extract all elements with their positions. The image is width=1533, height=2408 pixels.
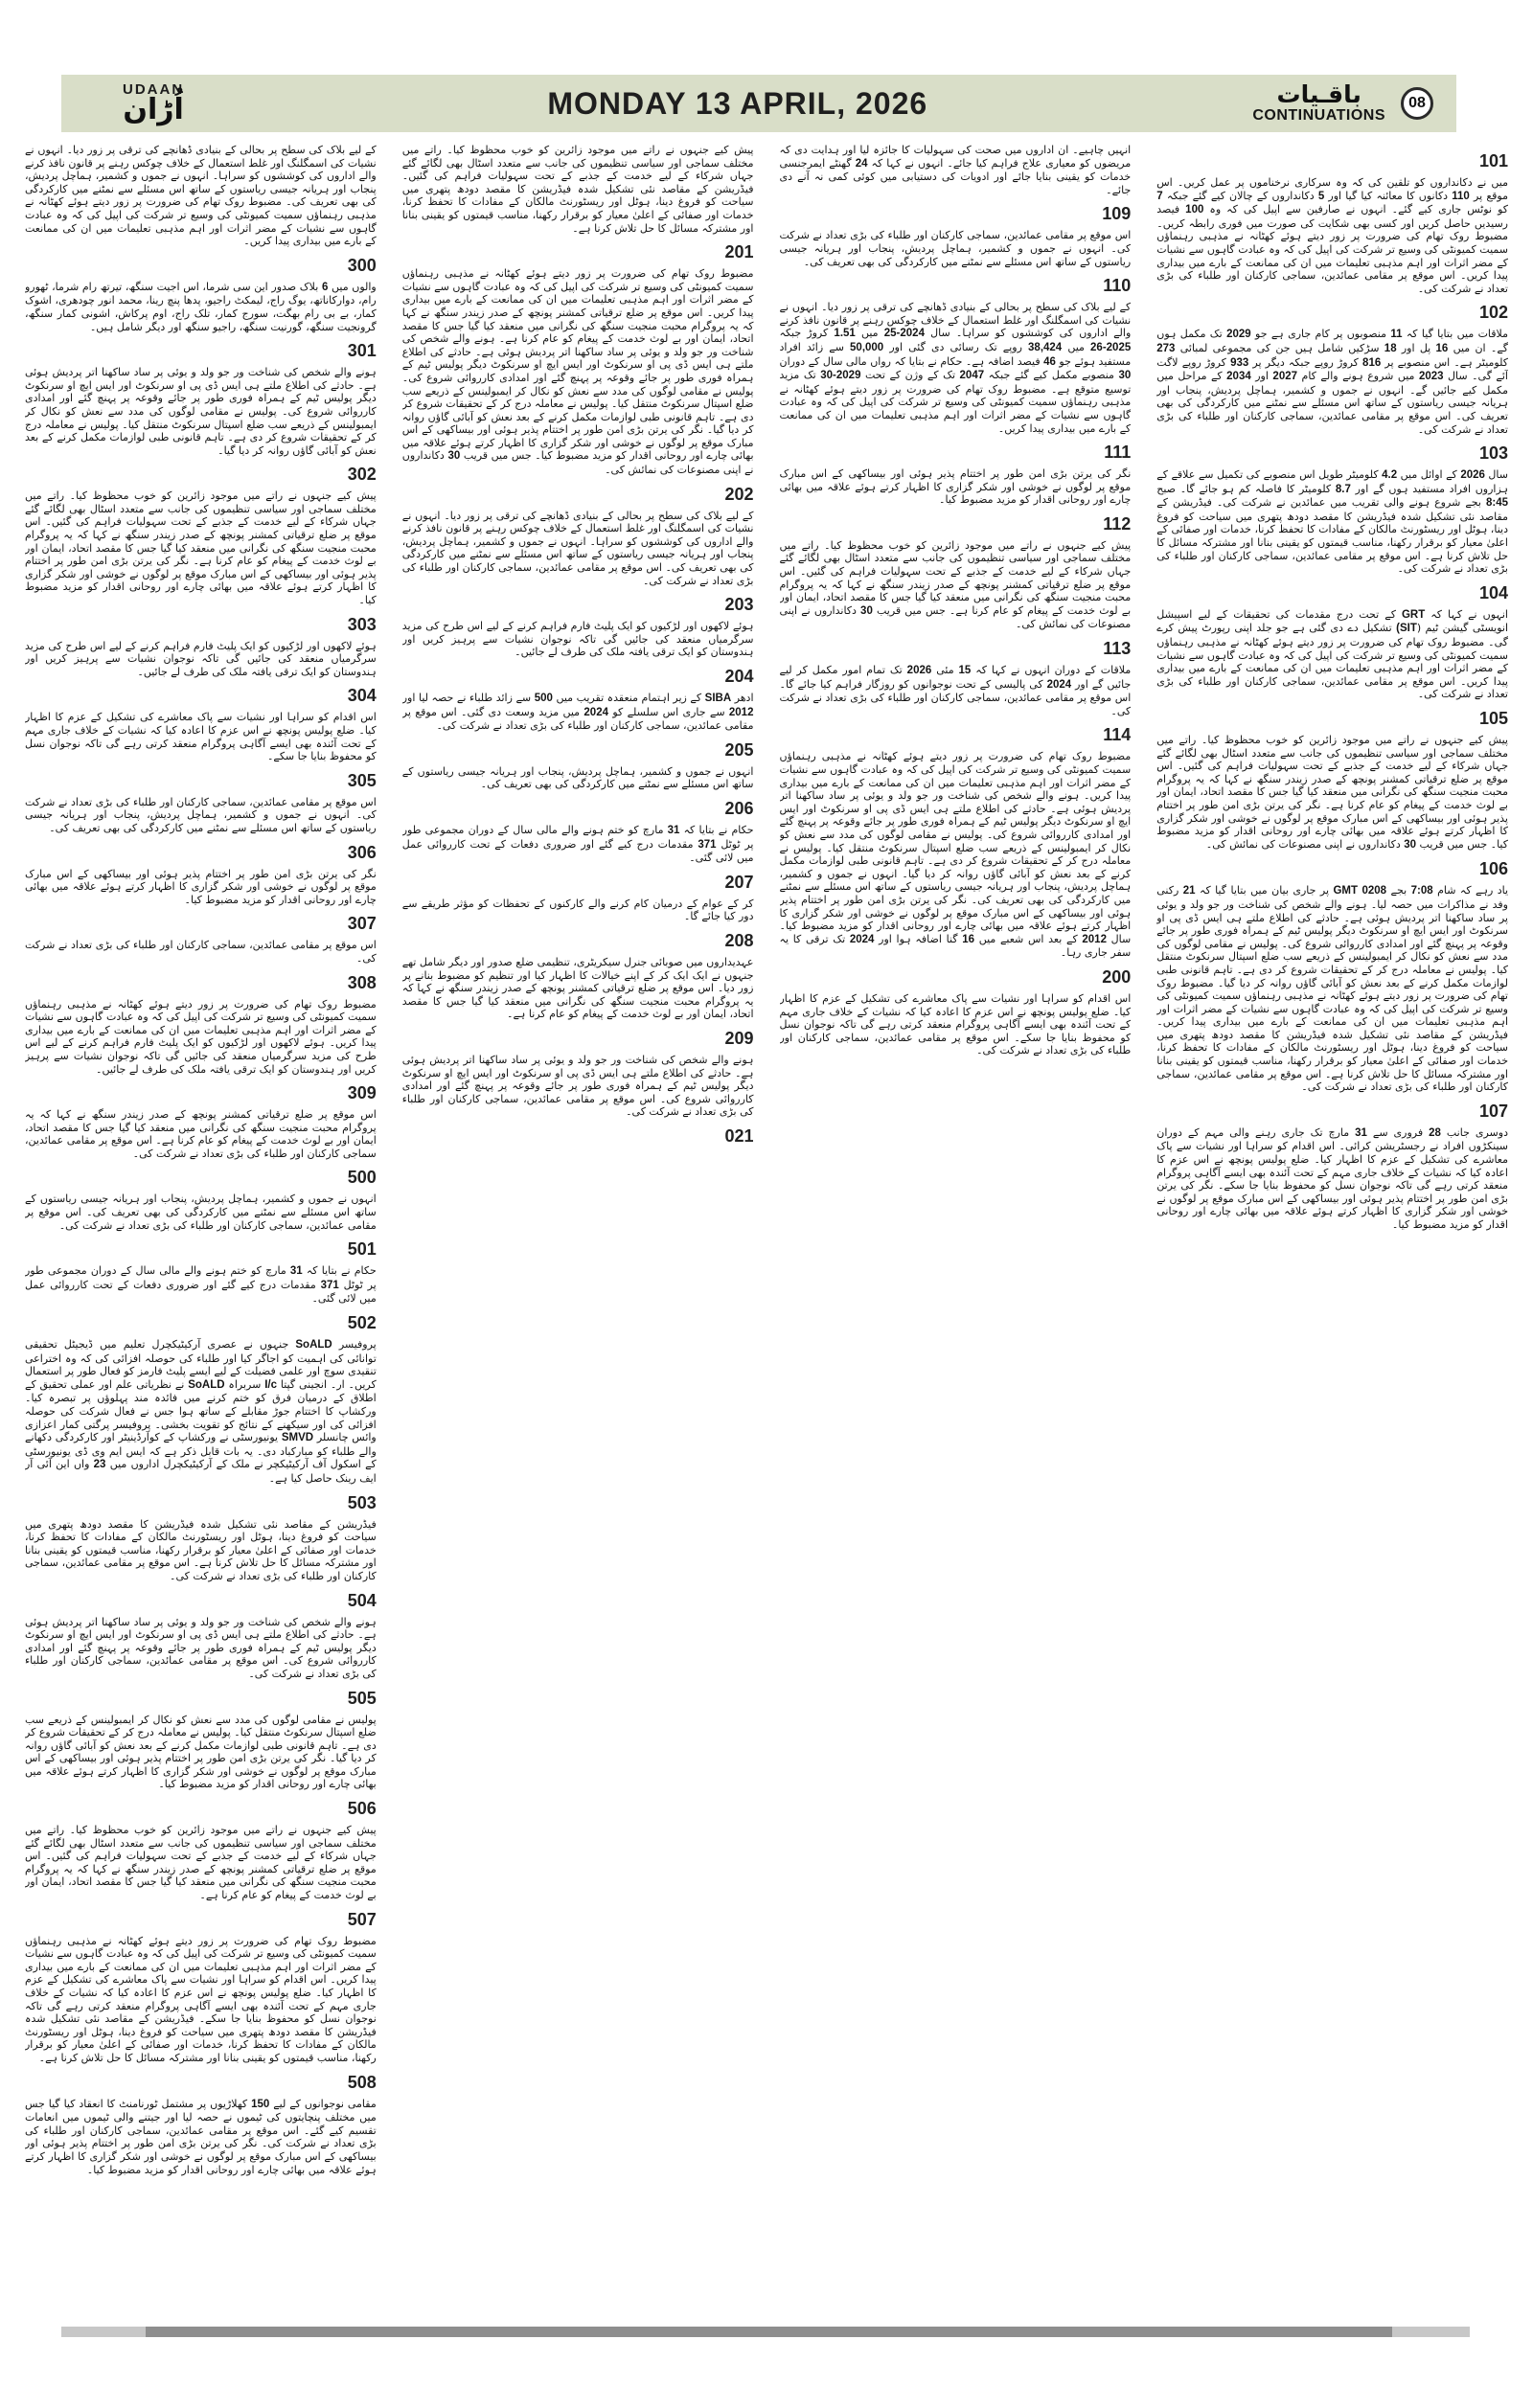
news-paragraph: کے لیے بلاک کی سطح پر بحالی کے بنیادی ڈھانچے کی ترقی پر زور دیا۔ انہوں نے نشیات کی اسمگلنگ اور غلط استعمال کے خلاف چوکس رہنے پر قانون نافذ کرنے والے اداروں کی کوششوں کو سراہا۔ انہوں نے جموں و کشمیر، ہماچل پردیش، پنجاب اور ہریانہ جیسی ریاستوں کے ساتھ اس مسئلے سے نمٹنے میں کارکردگی کی بھی تعریف کی۔ مضبوط روک تھام کی ضرورت پر زور دیتے ہوئے کھٹانہ نے مذہبی رہنماؤں سمیت کمیونٹی کی وسیع تر شرکت کی اپیل کی کہ وہ عبادت گاہوں سے نشیات کے مضر اثرات اور اہم مذہبی تعلیمات میں ان کی ممانعت کے بارے میں بیداری پیدا کریں۔	[25, 144, 377, 248]
item-number: 114	[1103, 725, 1132, 745]
news-paragraph: اس موقع پر ضلع ترقیاتی کمشنر پونچھ کے صدر زیندر سنگھ نے کہا کہ یہ پروگرام محبت منجیت سنگھ کی نگرانی میں منعقد کیا گیا جس کا مقصد اتحاد، ایمان اور بے لوث خدمت کے پیغام کو عام کرنا ہے۔ اس موقع پر مقامی عمائدین، سماجی کارکنان اور طلباء کی بڑی تعداد نے شرکت کی۔	[25, 1108, 377, 1160]
issue-date: MONDAY 13 APRIL, 2026	[547, 85, 928, 121]
news-paragraph: ہونے والے شخص کی شناخت ور جو ولد و یوئی پر ساد ساکھنا اتر پردیش ہوئی ہے۔ حادثے کی اطلاع ملتے ہی ایس ڈی پی او سرنکوٹ اور ایس ایچ او سرنکوٹ دیگر پولیس ٹیم کے ہمراہ فوری طور پر جائے وقوعہ پر پہنچ گئے اور امدادی کارروائی شروع کی۔ اس موقع پر مقامی عمائدین، سماجی کارکنان اور طلباء کی بڑی تعداد نے شرکت کی۔	[401, 1053, 754, 1119]
news-paragraph: فیڈریشن کے مقاصد نئی تشکیل شدہ فیڈریشن کا مقصد دودھ پتھری میں سیاحت کو فروغ دینا، ہوٹل اور ریسٹورنٹ مالکان کے مفادات کا تحفظ کرنا، خدمات اور صفائی کے اعلیٰ معیار کو برقرار رکھنا، مناسب قیمتوں کو یقینی بنانا اور مشترکہ مسائل کا حل تلاش کرنا ہے۔ اس موقع پر مقامی عمائدین، سماجی کارکنان اور طلباء کی بڑی تعداد نے شرکت کی۔	[25, 1517, 377, 1582]
news-paragraph: ملاقات میں بتایا گیا کہ 11 منصوبوں پر کام جاری ہے جو 2029 تک مکمل ہوں گے۔ ان میں 16 پل اور 18 سڑکیں شامل ہیں جن کی مجموعی لمبائی 273 کلومیٹر ہے۔ اس منصوبے پر 816 کروڑ روپے جبکہ دیگر پر 933 کروڑ روپے لاگت آئے گی۔ سال 2023 میں شروع ہونے والے کام 2027 اور 2034 کے مراحل میں مکمل کیے جائیں گے۔ انہوں نے جموں و کشمیر، ہماچل پردیش، پنجاب اور ہریانہ جیسی ریاستوں کے ساتھ اس مسئلے سے نمٹنے میں کارکردگی کی بھی تعریف کی۔ اس موقع پر مقامی عمائدین، سماجی کارکنان اور طلباء کی بڑی تعداد نے شرکت کی۔	[1156, 328, 1508, 436]
item-number: 204	[724, 667, 754, 686]
item-number: 207	[724, 872, 754, 892]
item-number: 202	[724, 484, 754, 504]
news-paragraph: پولیس نے مقامی لوگوں کی مدد سے نعش کو نکال کر ایمبولینس کے ذریعے سب ضلع اسپتال سرنکوٹ منتقل کیا۔ پولیس نے معاملہ درج کر کے تحقیقات شروع کر دی ہے۔ تاہم قانونی طبی لوازمات مکمل کرنے کے بعد نعش کو آبائی گاؤں روانہ کر دیا گیا۔ نگر کی یرتن بڑی امن طور پر اختتام پذیر ہوئی اور بیساکھی کے اس مبارک موقع پر لوگوں نے خوشی اور شکر گزاری کا اظہار کرتے ہوئے علاقہ میں بھائی چارے اور روحانی اقدار کو مزید مضبوط کیا۔	[25, 1713, 377, 1791]
item-number: 300	[347, 255, 377, 275]
item-number: 103	[1478, 443, 1508, 464]
news-paragraph: میں نے دکانداروں کو تلقین کی کہ وہ سرکاری نرخناموں پر عمل کریں۔ اس موقع پر 110 دکانوں کا معائنہ کیا گیا اور 5 دکانداروں کے چالان کیے گئے جبکہ 7 کو نوٹس جاری کیے گئے۔ انہوں نے صارفین سے اپیل کی کہ وہ 100 فیصد رسیدیں حاصل کریں اور کسی بھی شکایت کی صورت میں فوری رابطہ کریں۔ مضبوط روک تھام کی ضرورت پر زور دیتے ہوئے کھٹانہ نے مذہبی رہنماؤں سمیت کمیونٹی کی وسیع تر شرکت کی اپیل کی کہ وہ عبادت گاہوں سے نشیات کے مضر اثرات اور اہم مذہبی تعلیمات میں ان کی ممانعت کے بارے میں بیداری پیدا کریں۔ اس موقع پر مقامی عمائدین، سماجی کارکنان اور طلباء کی بڑی تعداد نے شرکت کی۔	[1156, 176, 1508, 295]
item-number: 505	[347, 1688, 377, 1708]
item-number: 102	[1478, 303, 1508, 323]
section-title-urdu: باقـیات	[1276, 80, 1361, 109]
item-number: 503	[347, 1492, 377, 1512]
news-paragraph: اس اقدام کو سراہا اور نشیات سے پاک معاشرے کی تشکیل کے عزم کا اظہار کیا۔ ضلع پولیس پونچھ نے اس عزم کا اعادہ کیا کہ نشیات کے خلاف جاری مہم کے تحت آئندہ بھی ایسے آگاہی پروگرام منعقد کرتی رہے گی تاکہ نوجوان نسل کو محفوظ بنایا جا سکے۔	[25, 711, 377, 763]
item-number: 205	[724, 739, 754, 760]
item-number: 209	[724, 1028, 754, 1048]
item-number: 203	[724, 595, 754, 615]
news-paragraph: کے لیے بلاک کی سطح پر بحالی کے بنیادی ڈھانچے کی ترقی پر زور دیا۔ انہوں نے نشیات کی اسمگلنگ اور غلط استعمال کے خلاف چوکس رہنے پر قانون نافذ کرنے والے اداروں کی کوششوں کو سراہا۔ سال 2024-25 میں 1.51 کروڑ جبکہ 2025-26 میں 38,424 روپے تک رسائی دی گئی اور 50,000 سے زائد افراد مستفید ہوئے جو 46 فیصد اضافہ ہے۔ حکام نے بتایا کہ رواں مالی سال کے دوران 30 منصوبے مکمل کیے گئے جبکہ 2047 تک کے وژن کے تحت 2029-30 تک مزید توسیع متوقع ہے۔ مضبوط روک تھام کی ضرورت پر زور دیتے ہوئے کھٹانہ نے مذہبی رہنماؤں سمیت کمیونٹی کی وسیع تر شرکت کی اپیل کی کہ وہ عبادت گاہوں سے نشیات کے مضر اثرات اور اہم مذہبی تعلیمات میں ان کی ممانعت کے بارے میں بیداری پیدا کریں۔	[779, 301, 1132, 435]
masthead	[61, 75, 1456, 132]
item-number: 301	[347, 341, 377, 361]
section-title-english: CONTINUATIONS	[1252, 106, 1385, 124]
news-paragraph: پیش کیے جنہوں نے راتے میں موجود زائرین کو خوب محظوظ کیا۔ راتے میں مختلف سماجی اور سیاسی تنظیموں کی جانب سے متعدد اسٹال بھی لگائے گئے جہاں شرکاء کے لیے خدمت کے جذبے کے تحت سہولیات فراہم کی گئیں۔ اس موقع پر ضلع ترقیاتی کمشنر پونچھ کے صدر زیندر سنگھ نے کہا کہ یہ پروگرام محبت منجیت سنگھ کی نگرانی میں منعقد کیا گیا جس کا مقصد اتحاد، ایمان اور بے لوث خدمت کے پیغام کو عام کرنا ہے۔ جس میں قریب 30 دکانداروں نے اپنی مصنوعات کی نمائش کی۔	[779, 538, 1132, 631]
news-paragraph: حکام نے بتایا کہ 31 مارچ کو ختم ہونے والے مالی سال کے دوران مجموعی طور پر ٹوٹل 371 مقدمات درج کیے گئے اور ضروری دفعات کے تحت کارروائی عمل میں لائی گئی۔	[25, 1264, 377, 1306]
news-paragraph: اس موقع پر مقامی عمائدین، سماجی کارکنان اور طلباء کی بڑی تعداد نے شرکت کی۔ انہوں نے جموں و کشمیر، ہماچل پردیش، پنجاب اور ہریانہ جیسی ریاستوں کے ساتھ اس مسئلے سے نمٹنے میں کارکردگی کی بھی تعریف کی۔	[25, 795, 377, 834]
item-number: 113	[1103, 639, 1132, 659]
news-column	[25, 144, 377, 2320]
news-paragraph: نگر کی یرتن بڑی امن طور پر اختتام پذیر ہوئی اور بیساکھی کے اس مبارک موقع پر لوگوں نے خوشی اور شکر گزاری کا اظہار کرتے ہوئے علاقہ میں بھائی چارے اور روحانی اقدار کو مزید مضبوط کیا۔	[25, 867, 377, 906]
news-paragraph: ادھر SIBA کے زیر اہتمام منعقدہ تقریب میں 500 سے زائد طلباء نے حصہ لیا اور 2012 سے جاری اس سلسلے کو 2024 میں مزید وسعت دی گئی۔ اس موقع پر مقامی عمائدین، سماجی کارکنان اور طلباء کی بڑی تعداد نے شرکت کی۔	[401, 692, 754, 733]
item-number: 105	[1478, 709, 1508, 728]
news-paragraph: مضبوط روک تھام کی ضرورت پر زور دیتے ہوئے کھٹانہ نے مذہبی رہنماؤں سمیت کمیونٹی کی وسیع تر شرکت کی اپیل کی کہ وہ عبادت گاہوں سے نشیات کے مضر اثرات اور اہم مذہبی تعلیمات میں ان کی ممانعت کے بارے میں بیداری پیدا کریں۔ ہونے والے شخص کی شناخت ور جو ولد و یوئی پر ساد ساکھنا اتر پردیش ہوئی ہے۔ حادثے کی اطلاع ملتے ہی ایس ڈی پی او سرنکوٹ اور ایس ایچ او سرنکوٹ دیگر پولیس ٹیم کے ہمراہ فوری طور پر جائے وقوعہ پر پہنچ گئے اور امدادی کارروائی شروع کی۔ پولیس نے مقامی لوگوں کی مدد سے نعش کو نکال کر ایمبولینس کے ذریعے سب ضلع اسپتال سرنکوٹ منتقل کیا۔ پولیس نے معاملہ درج کر کے تحقیقات شروع کر دی ہے۔ تاہم قانونی طبی لوازمات مکمل کرنے کے بعد نعش کو آبائی گاؤں روانہ کر دیا گیا۔ انہوں نے جموں و کشمیر، ہماچل پردیش، پنجاب اور ہریانہ جیسی ریاستوں کے ساتھ اس مسئلے سے نمٹنے میں کارکردگی کی بھی تعریف کی۔ نگر کی یرتن بڑی امن طور پر اختتام پذیر ہوئی اور بیساکھی کے اس مبارک موقع پر لوگوں نے خوشی اور شکر گزاری کا اظہار کرتے ہوئے علاقہ میں بھائی چارے اور روحانی اقدار کو مزید مضبوط کیا۔ سال 2012 کے بعد اس شعبے میں 16 گنا اضافہ ہوا اور 2024 تک ترقی کا یہ سفر جاری رہا۔	[779, 750, 1132, 960]
news-paragraph: ملاقات کے دوران انہوں نے کہا کہ 15 مئی 2026 تک تمام امور مکمل کر لیے جائیں گے اور 2024 کی پالیسی کے تحت نوجوانوں کو روزگار فراہم کیا جائے گا۔ اس موقع پر مقامی عمائدین، سماجی کارکنان اور طلباء کی بڑی تعداد نے شرکت کی۔	[779, 664, 1132, 717]
item-number: 106	[1478, 859, 1508, 879]
news-paragraph: اس موقع پر مقامی عمائدین، سماجی کارکنان اور طلباء کی بڑی تعداد نے شرکت کی۔	[25, 939, 377, 965]
item-number: 305	[347, 770, 377, 790]
item-number: 206	[724, 798, 754, 818]
news-column	[402, 144, 754, 2320]
item-number: 502	[347, 1313, 377, 1333]
news-paragraph: انہیں چاہیے۔ ان اداروں میں صحت کی سہولیات کا جائزہ لیا اور ہدایت دی کہ مریضوں کو معیاری علاج فراہم کیا جائے۔ انہوں نے کہا کہ 24 گھنٹے ایمرجنسی خدمات کو یقینی بنایا جائے اور ادویات کی دستیابی میں کوئی کمی نہ آنے دی جائے۔	[779, 144, 1132, 196]
news-paragraph: پیش کیے جنہوں نے راتے میں موجود زائرین کو خوب محظوظ کیا۔ راتے میں مختلف سماجی اور سیاسی تنظیموں کی جانب سے متعدد اسٹال بھی لگائے گئے جہاں شرکاء کے لیے خدمت کے جذبے کے تحت سہولیات فراہم کی گئیں۔ اس موقع پر ضلع ترقیاتی کمشنر پونچھ کے صدر زیندر سنگھ نے کہا کہ یہ پروگرام محبت منجیت سنگھ کی نگرانی میں منعقد کیا گیا جس کا مقصد اتحاد، ایمان اور بے لوث خدمت کے پیغام کو عام کرنا ہے۔	[25, 1824, 377, 1902]
item-number: 508	[347, 2072, 377, 2092]
news-paragraph: پیش کیے جنہوں نے راتے میں موجود زائرین کو خوب محظوظ کیا۔ راتے میں مختلف سماجی اور سیاسی تنظیموں کی جانب سے متعدد اسٹال بھی لگائے گئے جہاں شرکاء کے لیے خدمت کے جذبے کے تحت سہولیات فراہم کی گئیں۔ اس موقع پر ضلع ترقیاتی کمشنر پونچھ کے صدر زیندر سنگھ نے کہا کہ یہ پروگرام محبت منجیت سنگھ کی نگرانی میں منعقد کیا گیا جس کا مقصد اتحاد، ایمان اور بے لوث خدمت کے پیغام کو عام کرنا ہے۔ نگر کی یرتن بڑی امن طور پر اختتام پذیر ہوئی اور بیساکھی کے اس مبارک موقع پر لوگوں نے خوشی اور شکر گزاری کا اظہار کرتے ہوئے علاقہ میں بھائی چارے اور روحانی اقدار کو مزید مضبوط کیا۔	[25, 489, 377, 607]
news-paragraph: پیش کیے جنہوں نے راتے میں موجود زائرین کو خوب محظوظ کیا۔ راتے میں مختلف سماجی اور سیاسی تنظیموں کی جانب سے متعدد اسٹال بھی لگائے گئے جہاں شرکاء کے لیے خدمت کے جذبے کے تحت سہولیات فراہم کی گئیں۔ فیڈریشن کے مقاصد نئی تشکیل شدہ فیڈریشن کا مقصد دودھ پتھری میں سیاحت کو فروغ دینا، ہوٹل اور ریسٹورنٹ مالکان کے مفادات کا تحفظ کرنا، خدمات اور صفائی کے اعلیٰ معیار کو برقرار رکھنا، مناسب قیمتوں کو یقینی بنانا اور مشترکہ مسائل کا حل تلاش کرنا ہے۔	[401, 144, 754, 235]
news-paragraph: یاد رہے کہ شام 7:08 بجے 0208 GMT پر جاری بیان میں بتایا گیا کہ 21 رکنی وفد نے مذاکرات میں حصہ لیا۔ ہونے والے شخص کی شناخت ور جو ولد و یوئی پر ساد ساکھنا اتر پردیش ہوئی ہے۔ حادثے کی اطلاع ملتے ہی ایس ڈی پی او سرنکوٹ اور ایس ایچ او سرنکوٹ دیگر پولیس ٹیم کے ہمراہ فوری طور پر جائے وقوعہ پر پہنچ گئے اور امدادی کارروائی شروع کی۔ پولیس نے مقامی لوگوں کی مدد سے نعش کو نکال کر ایمبولینس کے ذریعے سب ضلع اسپتال سرنکوٹ منتقل کیا۔ پولیس نے معاملہ درج کر کے تحقیقات شروع کر دی ہے۔ تاہم قانونی طبی لوازمات مکمل کرنے کے بعد نعش کو آبائی گاؤں روانہ کر دیا گیا۔ مضبوط روک تھام کی ضرورت پر زور دیتے ہوئے کھٹانہ نے مذہبی رہنماؤں سمیت کمیونٹی کی وسیع تر شرکت کی اپیل کی کہ وہ عبادت گاہوں سے نشیات کے مضر اثرات اور اہم مذہبی تعلیمات میں ان کی ممانعت کے بارے میں بیداری پیدا کریں۔ فیڈریشن کے مقاصد نئی تشکیل شدہ فیڈریشن کا مقصد دودھ پتھری میں سیاحت کو فروغ دینا، ہوٹل اور ریسٹورنٹ مالکان کے مفادات کا تحفظ کرنا، خدمات اور صفائی کے اعلیٰ معیار کو برقرار رکھنا، مناسب قیمتوں کو یقینی بنانا اور مشترکہ مسائل کا حل تلاش کرنا ہے۔ اس موقع پر مقامی عمائدین، سماجی کارکنان اور طلباء کی بڑی تعداد نے شرکت کی۔	[1156, 884, 1508, 1094]
news-column	[780, 144, 1132, 2320]
news-paragraph: مضبوط روک تھام کی ضرورت پر زور دیتے ہوئے کھٹانہ نے مذہبی رہنماؤں سمیت کمیونٹی کی وسیع تر شرکت کی اپیل کی کہ وہ عبادت گاہوں سے نشیات کے مضر اثرات اور اہم مذہبی تعلیمات میں ان کی ممانعت کے بارے میں بیداری پیدا کریں۔ ہوئے لاکھوں اور لڑکیوں کو ایک پلیٹ فارم فراہم کرنے کے لیے اس طرح کی مزید سرگرمیاں منعقد کی جائیں گی تاکہ نوجوان نشیات سے پرہیز کریں اور ہندوستان کو ایک ترقی یافتہ ملک کی طرف لے جائیں۔	[25, 997, 377, 1076]
item-number: 306	[347, 842, 377, 862]
item-number: 307	[347, 914, 377, 934]
page-number-badge: 08	[1401, 87, 1433, 120]
item-number: 309	[347, 1083, 377, 1103]
news-paragraph: سال 2026 کے اوائل میں 4.2 کلومیٹر طویل اس منصوبے کی تکمیل سے علاقے کے ہزاروں افراد مستفید ہوں گے اور 8.7 کلومیٹر کا فاصلہ کم ہو جائے گا۔ صبح 8:45 بجے شروع ہونے والی تقریب میں عمائدین نے شرکت کی۔ فیڈریشن کے مقاصد نئی تشکیل شدہ فیڈریشن کا مقصد دودھ پتھری میں سیاحت کو فروغ دینا، ہوٹل اور ریسٹورنٹ مالکان کے مفادات کا تحفظ کرنا، خدمات اور صفائی کے اعلیٰ معیار کو برقرار رکھنا، مناسب قیمتوں کو یقینی بنانا اور مشترکہ مسائل کا حل تلاش کرنا ہے۔ اس موقع پر مقامی عمائدین، سماجی کارکنان اور طلباء کی بڑی تعداد نے شرکت کی۔	[1156, 468, 1508, 576]
news-column	[1156, 144, 1508, 2320]
section-title	[1252, 82, 1385, 124]
news-paragraph: ہونے والے شخص کی شناخت ور جو ولد و یوئی پر ساد ساکھنا اتر پردیش ہوئی ہے۔ حادثے کی اطلاع ملتے ہی ایس ڈی پی او سرنکوٹ اور ایس ایچ او سرنکوٹ دیگر پولیس ٹیم کے ہمراہ فوری طور پر جائے وقوعہ پر پہنچ گئے اور امدادی کارروائی شروع کی۔ پولیس نے مقامی لوگوں کی مدد سے نعش کو نکال کر ایمبولینس کے ذریعے سب ضلع اسپتال سرنکوٹ منتقل کیا۔ پولیس نے معاملہ درج کر کے تحقیقات شروع کر دی ہے۔ تاہم قانونی طبی لوازمات مکمل کرنے کے بعد نعش کو آبائی گاؤں روانہ کر دیا گیا۔	[25, 366, 377, 457]
item-number: 208	[724, 930, 754, 950]
item-number: 501	[347, 1239, 377, 1260]
section-title-group	[1252, 82, 1433, 124]
article-columns	[25, 144, 1508, 2320]
news-paragraph: پروفیسر SoALD جنہوں نے عصری آرکیٹیکچرل تعلیم میں ڈیجیٹل تحقیقی توانائی کی اہمیت کو اجاگر کیا اور طلباء کی حوصلہ افزائی کی کہ وہ اختراعی تنقیدی سوچ اور علمی فضیلت کے لیے ایسے پلیٹ فارمز کو فعال طور پر استعمال کریں۔ ار۔ انجینی گپتا I/c سربراہ SoALD نے نظریاتی علم اور عملی تحقیق کے اطلاق کے درمیان فرق کو ختم کرنے میں فائدہ مند پہلوؤں پر تبصرہ کیا۔ ورکشاپ کا اختتام جوڑ مقابلے کے ساتھ ہوا جس نے فعال شرکت کی حوصلہ افزائی کی اور سیکھنے کے نتائج کو تقویت بخشی۔ پروفیسر پرگتی کمار اعزازی وائس چانسلر SMVD یونیورسٹی نے ورکشاپ کے کوآرڈینیٹر اور کارکردگی دکھانے والے طلباء کو مبارکباد دی۔ یہ بات قابل ذکر ہے کہ ایس ایم وی ڈی یونیورسٹی کے اسکول آف آرکیٹیکچر نے ملک کے آرکیٹیکچرل اداروں میں 23 واں این آئی آر ایف رینک حاصل کیا ہے۔	[25, 1338, 377, 1485]
item-number: 200	[1102, 966, 1132, 987]
item-number: 112	[1103, 513, 1132, 534]
item-number: 308	[347, 972, 377, 992]
item-number: 021	[724, 1125, 754, 1146]
item-number: 303	[347, 614, 377, 634]
news-paragraph: مقامی نوجوانوں کے لیے 150 کھلاڑیوں پر مشتمل ٹورنامنٹ کا انعقاد کیا گیا جس میں مختلف پنچایتوں کی ٹیموں نے حصہ لیا اور جیتنے والی ٹیموں میں انعامات تقسیم کیے گئے۔ اس موقع پر مقامی عمائدین، سماجی کارکنان اور طلباء کی بڑی تعداد نے شرکت کی۔ نگر کی یرتن بڑی امن طور پر اختتام پذیر ہوئی اور بیساکھی کے اس مبارک موقع پر لوگوں نے خوشی اور شکر گزاری کا اظہار کرتے ہوئے علاقہ میں بھائی چارے اور روحانی اقدار کو مزید مضبوط کیا۔	[25, 2097, 377, 2176]
item-number: 107	[1478, 1101, 1508, 1121]
item-number: 111	[1104, 443, 1132, 463]
news-paragraph: نگر کی یرتن بڑی امن طور پر اختتام پذیر ہوئی اور بیساکھی کے اس مبارک موقع پر لوگوں نے خوشی اور شکر گزاری کا اظہار کرتے ہوئے علاقہ میں بھائی چارے اور روحانی اقدار کو مزید مضبوط کیا۔	[779, 467, 1132, 507]
item-number: 500	[347, 1168, 377, 1188]
news-paragraph: کر کے عوام کے درمیان کام کرنے والے کارکنوں کے تحفظات کو مؤثر طریقے سے دور کیا جائے گا۔	[401, 897, 754, 923]
item-number: 304	[347, 686, 377, 706]
item-number: 101	[1478, 151, 1508, 170]
newspaper-logo	[123, 82, 184, 125]
news-paragraph: ہوئے لاکھوں اور لڑکیوں کو ایک پلیٹ فارم فراہم کرنے کے لیے اس طرح کی مزید سرگرمیاں منعقد کی جائیں گی تاکہ نوجوان نشیات سے پرہیز کریں اور ہندوستان کو ایک ترقی یافتہ ملک کی طرف لے جائیں۔	[25, 639, 377, 678]
news-paragraph: انہوں نے جموں و کشمیر، ہماچل پردیش، پنجاب اور ہریانہ جیسی ریاستوں کے ساتھ اس مسئلے سے نمٹنے میں کارکردگی کی بھی تعریف کی۔	[401, 764, 754, 791]
item-number: 201	[724, 242, 754, 262]
item-number: 104	[1478, 582, 1508, 602]
news-paragraph: ہونے والے شخص کی شناخت ور جو ولد و یوئی پر ساد ساکھنا اتر پردیش ہوئی ہے۔ حادثے کی اطلاع ملتے ہی ایس ڈی پی او سرنکوٹ اور ایس ایچ او سرنکوٹ دیگر پولیس ٹیم کے ہمراہ فوری طور پر جائے وقوعہ پر پہنچ گئے اور امدادی کارروائی شروع کی۔ اس موقع پر مقامی عمائدین، سماجی کارکنان اور طلباء کی بڑی تعداد نے شرکت کی۔	[25, 1615, 377, 1680]
news-paragraph: ہوئے لاکھوں اور لڑکیوں کو ایک پلیٹ فارم فراہم کرنے کے لیے اس طرح کی مزید سرگرمیاں منعقد کی جائیں گی تاکہ نوجوان نشیات سے پرہیز کریں اور ہندوستان کو ایک ترقی یافتہ ملک کی طرف لے جائیں۔	[401, 620, 754, 659]
news-paragraph: حکام نے بتایا کہ 31 مارچ کو ختم ہونے والے مالی سال کے دوران مجموعی طور پر ٹوٹل 371 مقدمات درج کیے گئے اور ضروری دفعات کے تحت کارروائی عمل میں لائی گئی۔	[401, 823, 754, 865]
news-paragraph: مضبوط روک تھام کی ضرورت پر زور دیتے ہوئے کھٹانہ نے مذہبی رہنماؤں سمیت کمیونٹی کی وسیع تر شرکت کی اپیل کی کہ وہ عبادت گاہوں سے نشیات کے مضر اثرات اور اہم مذہبی تعلیمات میں ان کی ممانعت کے بارے میں بیداری پیدا کریں۔ اس موقع پر ضلع ترقیاتی کمشنر پونچھ کے صدر زیندر سنگھ نے کہا کہ یہ پروگرام محبت منجیت سنگھ کی نگرانی میں منعقد کیا گیا جس کا مقصد اتحاد، ایمان اور بے لوث خدمت کے پیغام کو عام کرنا ہے۔ ہونے والے شخص کی شناخت ور جو ولد و یوئی پر ساد ساکھنا اتر پردیش ہوئی ہے۔ حادثے کی اطلاع ملتے ہی ایس ڈی پی او سرنکوٹ اور ایس ایچ او سرنکوٹ دیگر پولیس ٹیم کے ہمراہ فوری طور پر جائے وقوعہ پر پہنچ گئے اور امدادی کارروائی شروع کی۔ پولیس نے مقامی لوگوں کی مدد سے نعش کو نکال کر ایمبولینس کے ذریعے سب ضلع اسپتال سرنکوٹ منتقل کیا۔ پولیس نے معاملہ درج کر کے تحقیقات شروع کر دی ہے۔ تاہم قانونی طبی لوازمات مکمل کرنے کے بعد نعش کو آبائی گاؤں روانہ کر دیا گیا۔ نگر کی یرتن بڑی امن طور پر اختتام پذیر ہوئی اور بیساکھی کے اس مبارک موقع پر لوگوں نے خوشی اور شکر گزاری کا اظہار کرتے ہوئے علاقہ میں بھائی چارے اور روحانی اقدار کو مزید مضبوط کیا۔ جس میں قریب 30 دکانداروں نے اپنی مصنوعات کی نمائش کی۔	[401, 267, 754, 477]
news-paragraph: دوسری جانب 28 فروری سے 31 مارچ تک جاری رہنے والی مہم کے دوران سینکڑوں افراد نے رجسٹریشن کرائی۔ اس اقدام کو سراہا اور نشیات سے پاک معاشرے کی تشکیل کے عزم کا اظہار کیا۔ ضلع پولیس پونچھ نے اس عزم کا اعادہ کیا کہ نشیات کے خلاف جاری مہم کے تحت آئندہ بھی ایسے آگاہی پروگرام منعقد کرتی رہے گی تاکہ نوجوان نسل کو محفوظ بنایا جا سکے۔ نگر کی یرتن بڑی امن طور پر اختتام پذیر ہوئی اور بیساکھی کے اس مبارک موقع پر لوگوں نے خوشی اور شکر گزاری کا اظہار کرتے ہوئے علاقہ میں بھائی چارے اور روحانی اقدار کو مزید مضبوط کیا۔	[1156, 1125, 1508, 1231]
news-paragraph: انہوں نے کہا کہ GRT کے تحت درج مقدمات کی تحقیقات کے لیے اسپیشل انویسٹی گیشن ٹیم (SIT) تشکیل دے دی گئی ہے جو جلد اپنی رپورٹ پیش کرے گی۔ مضبوط روک تھام کی ضرورت پر زور دیتے ہوئے کھٹانہ نے مذہبی رہنماؤں سمیت کمیونٹی کی وسیع تر شرکت کی اپیل کی کہ وہ عبادت گاہوں سے نشیات کے مضر اثرات اور اہم مذہبی تعلیمات میں ان کی ممانعت کے بارے میں بیداری پیدا کریں۔ اس موقع پر مقامی عمائدین، سماجی کارکنان اور طلباء کی بڑی تعداد نے شرکت کی۔	[1156, 607, 1508, 701]
news-paragraph: کے لیے بلاک کی سطح پر بحالی کے بنیادی ڈھانچے کی ترقی پر زور دیا۔ انہوں نے نشیات کی اسمگلنگ اور غلط استعمال کے خلاف چوکس رہنے پر قانون نافذ کرنے والے اداروں کی کوششوں کو سراہا۔ انہوں نے جموں و کشمیر، ہماچل پردیش، پنجاب اور ہریانہ جیسی ریاستوں کے ساتھ اس مسئلے سے نمٹنے میں کارکردگی کی بھی تعریف کی۔ اس موقع پر مقامی عمائدین، سماجی کارکنان اور طلباء کی بڑی تعداد نے شرکت کی۔	[401, 509, 754, 587]
item-number: 506	[347, 1799, 377, 1819]
logo-urdu-text: اُڑان	[123, 93, 184, 126]
news-paragraph: اس موقع پر مقامی عمائدین، سماجی کارکنان اور طلباء کی بڑی تعداد نے شرکت کی۔ انہوں نے جموں و کشمیر، ہماچل پردیش، پنجاب اور ہریانہ جیسی ریاستوں کے ساتھ اس مسئلے سے نمٹنے میں کارکردگی کی بھی تعریف کی۔	[779, 229, 1132, 268]
item-number: 302	[347, 465, 377, 485]
logo-latin-text: UDAAN	[123, 81, 185, 98]
news-paragraph: عہدیداروں میں صوبائی جنرل سیکریٹری، تنظیمی ضلع صدور اور دیگر شامل تھے جنہوں نے ایک ایک کر کے اپنے خیالات کا اظہار کیا اور تنظیم کو مضبوط بنانے پر زور دیا۔ اس موقع پر ضلع ترقیاتی کمشنر پونچھ کے صدر زیندر سنگھ نے کہا کہ یہ پروگرام محبت منجیت سنگھ کی نگرانی میں منعقد کیا گیا جس کا مقصد اتحاد، ایمان اور بے لوث خدمت کے پیغام کو عام کرنا ہے۔	[401, 955, 754, 1021]
news-paragraph: اس اقدام کو سراہا اور نشیات سے پاک معاشرے کی تشکیل کے عزم کا اظہار کیا۔ ضلع پولیس پونچھ نے اس عزم کا اعادہ کیا کہ نشیات کے خلاف جاری مہم کے تحت آئندہ بھی ایسے آگاہی پروگرام منعقد کرتی رہے گی تاکہ نوجوان نسل کو محفوظ بنایا جا سکے۔ اس موقع پر مقامی عمائدین، سماجی کارکنان اور طلباء کی بڑی تعداد نے شرکت کی۔	[779, 991, 1132, 1057]
item-number: 507	[347, 1909, 377, 1929]
item-number: 110	[1103, 276, 1132, 296]
news-paragraph: انہوں نے جموں و کشمیر، ہماچل پردیش، پنجاب اور ہریانہ جیسی ریاستوں کے ساتھ اس مسئلے سے نمٹنے میں کارکردگی کی بھی تعریف کی۔ اس موقع پر مقامی عمائدین، سماجی کارکنان اور طلباء کی بڑی تعداد نے شرکت کی۔	[25, 1193, 377, 1232]
item-number: 504	[347, 1590, 377, 1610]
news-paragraph: والوں میں 6 بلاک صدور این سی شرما، اس اجیت سنگھ، تیرتھ رام شرما، ٹھورو رام، دوارکاناتھ، یوگ راج، لیمکٹ راجیو، پدھا پنچ رینا، محمد انور چودھری، اشوک کمار، بے بی رام بھگت، سورج کمار، تلک راج، اوم پرکاش، اشونی کمار سنگھ، گرونجیت سنگھ، گورنیت سنگھ، راجیو سنگھ اور دیگر شامل ہیں۔	[25, 280, 377, 333]
news-paragraph: پیش کیے جنہوں نے راتے میں موجود زائرین کو خوب محظوظ کیا۔ راتے میں مختلف سماجی اور سیاسی تنظیموں کی جانب سے متعدد اسٹال بھی لگائے گئے جہاں شرکاء کے لیے خدمت کے جذبے کے تحت سہولیات فراہم کی گئیں۔ اس موقع پر ضلع ترقیاتی کمشنر پونچھ کے صدر زیندر سنگھ نے کہا کہ یہ پروگرام محبت منجیت سنگھ کی نگرانی میں منعقد کیا گیا جس کا مقصد اتحاد، ایمان اور بے لوث خدمت کے پیغام کو عام کرنا ہے۔ نگر کی یرتن بڑی امن طور پر اختتام پذیر ہوئی اور بیساکھی کے اس مبارک موقع پر لوگوں نے خوشی اور شکر گزاری کا اظہار کرتے ہوئے علاقہ میں بھائی چارے اور روحانی اقدار کو مزید مضبوط کیا۔ جس میں قریب 30 دکانداروں نے اپنی مصنوعات کی نمائش کی۔	[1156, 734, 1508, 851]
bottom-rule	[61, 2327, 1470, 2337]
item-number: 109	[1102, 204, 1132, 224]
news-paragraph: مضبوط روک تھام کی ضرورت پر زور دیتے ہوئے کھٹانہ نے مذہبی رہنماؤں سمیت کمیونٹی کی وسیع تر شرکت کی اپیل کی کہ وہ عبادت گاہوں سے نشیات کے مضر اثرات اور اہم مذہبی تعلیمات میں ان کی ممانعت کے بارے میں بیداری پیدا کریں۔ اس اقدام کو سراہا اور نشیات سے پاک معاشرے کی تشکیل کے عزم کا اظہار کیا۔ ضلع پولیس پونچھ نے اس عزم کا اعادہ کیا کہ نشیات کے خلاف جاری مہم کے تحت آئندہ بھی ایسے آگاہی پروگرام منعقد کرتی رہے گی تاکہ نوجوان نسل کو محفوظ بنایا جا سکے۔ فیڈریشن کے مقاصد نئی تشکیل شدہ فیڈریشن کا مقصد دودھ پتھری میں سیاحت کو فروغ دینا، ہوٹل اور ریسٹورنٹ مالکان کے مفادات کا تحفظ کرنا، خدمات اور صفائی کے اعلیٰ معیار کو برقرار رکھنا، مناسب قیمتوں کو یقینی بنانا اور مشترکہ مسائل کا حل تلاش کرنا ہے۔	[25, 1934, 377, 2064]
